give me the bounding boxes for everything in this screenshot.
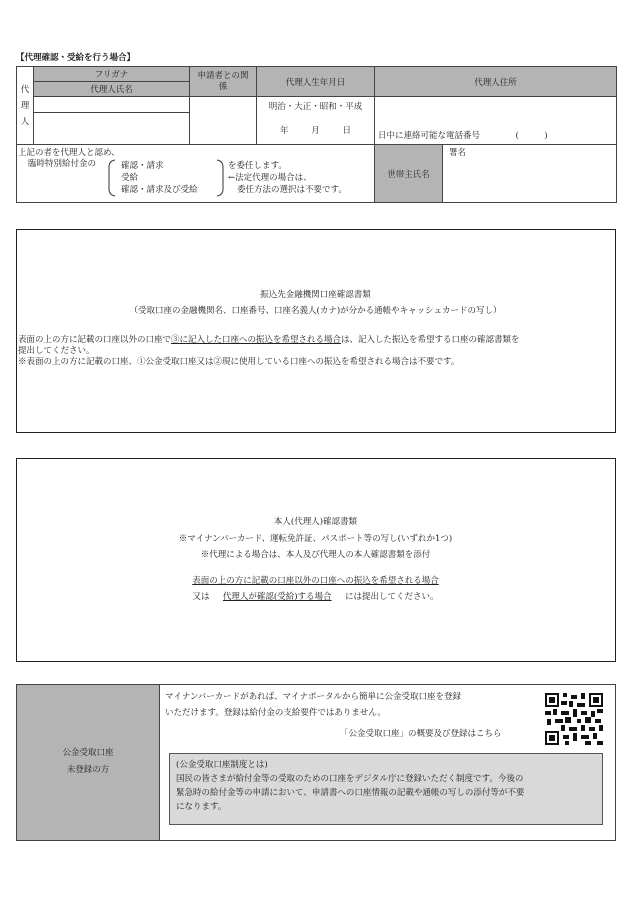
name-input[interactable]	[34, 113, 190, 145]
era-options: 明治・大正・昭和・平成	[268, 102, 363, 112]
koukin-text-1: マイナンバーカードがあれば、マイナポータルから簡単に公金受取口座を登録	[165, 692, 461, 702]
koukin-inner-1: 国民の皆さまが給付金等の受取のための口座をデジタル庁に登録いただく制度です。今後の	[176, 774, 524, 784]
phone-parens: ( )	[515, 131, 548, 141]
daytime-phone-label: 日中に連絡可能な電話番号	[378, 131, 481, 141]
furigana-header: フリガナ	[34, 67, 190, 82]
name-header: 代理人氏名	[34, 82, 190, 97]
signature-label: 署名	[449, 148, 467, 158]
side-char-2: 理	[20, 100, 30, 111]
koukin-inner-2: 緊急時の給付金等の申請において、申請書への口座情報の記載や通帳の写しの添付等が不要	[176, 788, 525, 798]
legal-note-2: 委任方法の選択は不要です。	[237, 185, 347, 195]
bank-docs-subtitle: （受取口座の金融機関名、口座番号、口座名義人(カナ)が分かる通帳やキャッシュカードの写し）	[129, 306, 502, 316]
id-docs-line3: 表面の上の方に記載の口座以外の口座への振込を希望される場合	[192, 576, 439, 586]
legal-note-1: ←法定代理の場合は、	[228, 173, 312, 183]
bank-docs-box	[16, 229, 616, 433]
relation-input[interactable]	[190, 97, 257, 145]
id-line4-post: には提出してください。	[344, 592, 439, 602]
address-header: 代理人住所	[375, 67, 617, 97]
id-docs-line2: ※代理による場合は、本人及び代理人の本人確認書類を添付	[200, 550, 431, 560]
side-char-3: 人	[20, 116, 30, 127]
id-docs-box	[16, 458, 616, 662]
address-input[interactable]	[375, 97, 617, 145]
delegate-line1: 上記の者を代理人と認め、	[18, 148, 120, 158]
householder-header: 世帯主氏名	[375, 145, 443, 203]
id-docs-line1: ※マイナンバーカード、運転免許証、パスポート等の写し(いずれか1つ)	[178, 534, 453, 544]
koukin-label-1: 公金受取口座	[62, 748, 114, 758]
qr-code-icon[interactable]	[545, 693, 603, 745]
right-bracket	[215, 159, 225, 197]
proxy-side-label	[17, 67, 34, 145]
option-receive[interactable]: 受給	[121, 173, 139, 183]
relation-header	[190, 67, 257, 97]
birth-header: 代理人生年月日	[257, 67, 375, 97]
bank-docs-para1-line2: 提出してください。	[18, 346, 95, 356]
koukin-link[interactable]: 「公金受取口座」の概要及び登録はこちら	[340, 729, 502, 739]
relation-header-text: 申請者との関係	[197, 70, 249, 92]
koukin-label-2: 未登録の方	[66, 765, 110, 775]
date-month: 月	[311, 126, 320, 136]
date-year: 年	[280, 126, 289, 136]
koukin-inner-title: (公金受取口座制度とは)	[176, 760, 268, 770]
bank-docs-para2: ※表面の上の方に記載の口座、①公金受取口座又は②現に使用している口座への振込を希望される場合は不要です。	[18, 357, 460, 367]
furigana-input[interactable]	[34, 97, 190, 113]
bank-para1-pre: 表面の上の方に記載の口座以外の口座で	[18, 335, 172, 345]
delegation-cell	[17, 145, 375, 203]
id-docs-title: 本人(代理人)確認書類	[273, 517, 358, 527]
id-docs-line4	[17, 592, 614, 603]
entrust-text: を委任します。	[228, 161, 287, 171]
koukin-text-2: いただけます。登録は給付金の支給要件ではありません。	[165, 708, 386, 718]
id-line4-underlined: 代理人が確認(受給)する場合	[222, 592, 332, 602]
date-day: 日	[342, 126, 351, 136]
koukin-inner-3: になります。	[176, 802, 227, 812]
bank-para1-post: は、記入した振込を希望する口座の確認書類を	[341, 335, 520, 345]
proxy-table	[16, 66, 617, 203]
koukin-label-cell	[17, 685, 160, 840]
koukin-section	[16, 684, 616, 841]
delegate-line2: 臨時特別給付金の	[28, 159, 97, 169]
koukin-inner-box	[169, 753, 603, 825]
option-both[interactable]: 確認・請求及び受給	[121, 185, 198, 195]
bank-para1-underlined: ③に記入した口座への振込を希望される場合	[171, 335, 342, 345]
id-line4-pre: 又は	[192, 592, 210, 602]
bank-docs-para1	[18, 335, 520, 346]
left-bracket	[107, 159, 117, 197]
signature-cell[interactable]	[443, 145, 617, 203]
side-char-1: 代	[20, 84, 30, 95]
option-confirm-request[interactable]: 確認・請求	[121, 161, 164, 171]
birthdate-input[interactable]	[257, 97, 375, 145]
bank-docs-title: 振込先金融機関口座確認書類	[260, 290, 371, 300]
proxy-heading: 【代理確認・受給を行う場合】	[16, 53, 136, 63]
